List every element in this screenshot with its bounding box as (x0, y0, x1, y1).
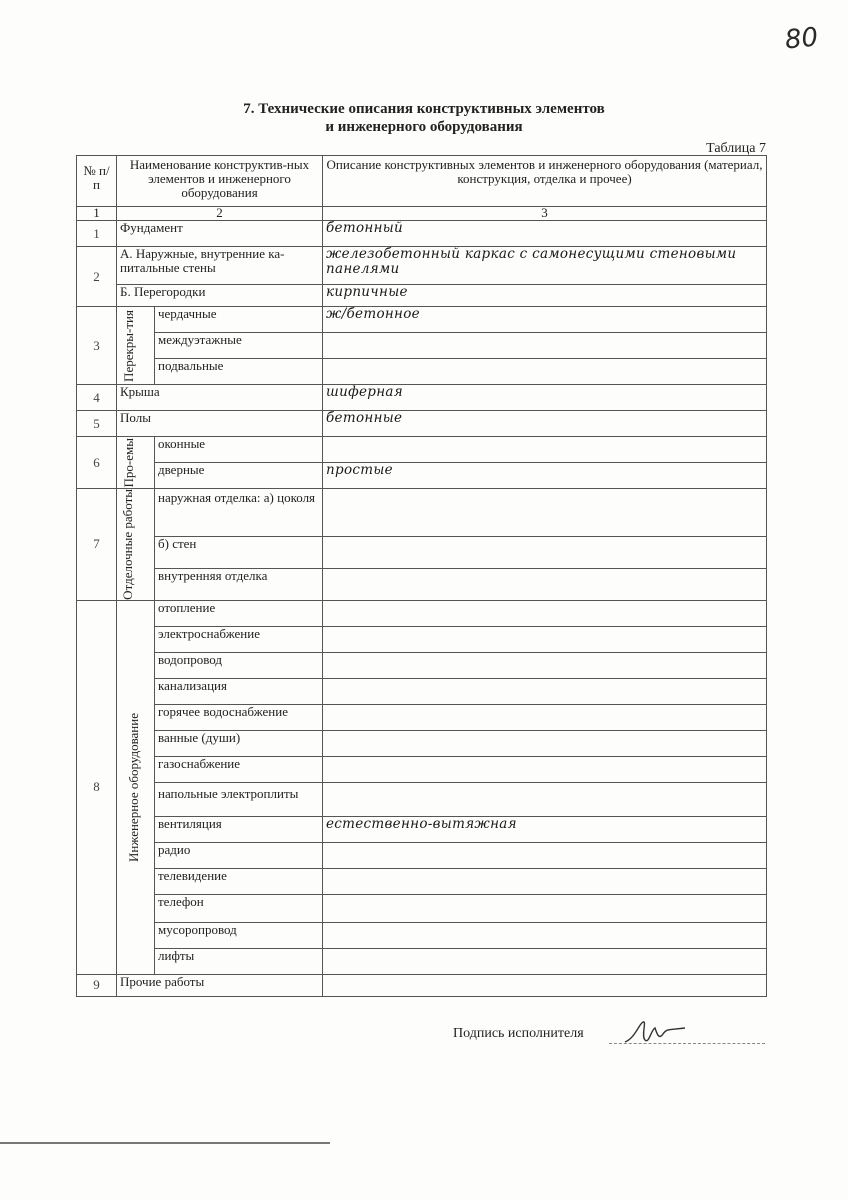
element-description (323, 489, 767, 537)
element-description (323, 568, 767, 600)
table-caption: Таблица 7 (706, 141, 766, 156)
column-number-row (77, 207, 767, 221)
document-title (0, 100, 848, 136)
table-row (77, 894, 767, 922)
element-description (323, 868, 767, 894)
element-description: естественно-вытяжная (323, 816, 767, 842)
table-row (77, 536, 767, 568)
element-name: лифты (155, 948, 323, 974)
element-name: междуэтажные (155, 333, 323, 359)
group-label (117, 600, 155, 974)
table-row (77, 974, 767, 996)
column-number-1: 1 (77, 207, 117, 221)
title-line-1: 7. Технические описания конструктивных элементов (243, 101, 605, 117)
group-label-text: Отделочные работы (119, 489, 135, 600)
element-description: железобетонный каркас с самонесущими стеновыми панелями (323, 247, 767, 285)
element-description (323, 922, 767, 948)
header-number-text: № п/п (83, 163, 110, 192)
header-description-text: Описание конструктивных элементов и инженерного оборудования (материал, конструкция, отделка и прочее) (326, 157, 763, 186)
table-row (77, 626, 767, 652)
element-name: канализация (155, 678, 323, 704)
table-row (77, 221, 767, 247)
header-number (77, 156, 117, 207)
table-row (77, 385, 767, 411)
element-description: шиферная (323, 385, 767, 411)
element-name: наружная отделка: а) цоколя (155, 489, 323, 537)
element-name: отопление (155, 600, 323, 626)
element-name: горячее водоснабжение (155, 704, 323, 730)
element-name: б) стен (155, 536, 323, 568)
table-row (77, 411, 767, 437)
group-label (117, 307, 155, 385)
column-number-2: 2 (117, 207, 323, 221)
construction-elements-table (76, 155, 767, 997)
table-row (77, 922, 767, 948)
element-description: простые (323, 463, 767, 489)
element-name: ванные (души) (155, 730, 323, 756)
row-number: 1 (77, 221, 117, 247)
signature-block (453, 1024, 765, 1048)
element-name: телефон (155, 894, 323, 922)
element-name: вентиляция (155, 816, 323, 842)
table-row (77, 652, 767, 678)
row-number: 4 (77, 385, 117, 411)
table-row (77, 756, 767, 782)
element-description (323, 730, 767, 756)
element-description (323, 894, 767, 922)
element-name: радио (155, 842, 323, 868)
table-row (77, 247, 767, 285)
element-name: телевидение (155, 868, 323, 894)
title-line-2: и инженерного оборудования (325, 119, 523, 135)
element-name: дверные (155, 463, 323, 489)
signature-label: Подпись исполнителя (453, 1026, 584, 1041)
element-description (323, 782, 767, 816)
element-name: Прочие работы (117, 974, 323, 996)
element-description: бетонные (323, 411, 767, 437)
element-description (323, 437, 767, 463)
header-element-name-text: Наименование конструктив-ных элементов и инженерного оборудования (129, 157, 310, 200)
element-name: мусоропровод (155, 922, 323, 948)
element-name: оконные (155, 437, 323, 463)
header-element-name (117, 156, 323, 207)
row-number: 5 (77, 411, 117, 437)
element-description (323, 756, 767, 782)
row-number: 8 (77, 600, 117, 974)
group-label (117, 489, 155, 601)
table-row (77, 842, 767, 868)
element-description (323, 678, 767, 704)
element-name: подвальные (155, 359, 323, 385)
table-row (77, 678, 767, 704)
element-description: кирпичные (323, 285, 767, 307)
table-row (77, 437, 767, 463)
element-description: бетонный (323, 221, 767, 247)
table-row (77, 816, 767, 842)
element-name: газоснабжение (155, 756, 323, 782)
table-row (77, 782, 767, 816)
group-label-text: Инженерное оборудование (125, 712, 141, 862)
element-description (323, 333, 767, 359)
page-number: 80 (783, 22, 820, 56)
table-row (77, 463, 767, 489)
scan-artifact-line (0, 1142, 330, 1144)
group-label-text: Перекры-тия (120, 309, 136, 382)
element-description: ж/бетонное (323, 307, 767, 333)
element-description (323, 600, 767, 626)
table-row (77, 868, 767, 894)
element-description (323, 626, 767, 652)
table-row (77, 704, 767, 730)
element-description (323, 974, 767, 996)
table-header-row (77, 156, 767, 207)
element-description (323, 948, 767, 974)
signature-mark (621, 1018, 691, 1050)
table-row (77, 359, 767, 385)
element-name: А. Наружные, внутренние ка-питальные стены (117, 247, 323, 285)
element-description (323, 359, 767, 385)
group-label (117, 437, 155, 489)
element-name: водопровод (155, 652, 323, 678)
element-name: Б. Перегородки (117, 285, 323, 307)
row-number: 6 (77, 437, 117, 489)
table-row (77, 333, 767, 359)
header-description (323, 156, 767, 207)
element-name: Фундамент (117, 221, 323, 247)
element-description (323, 704, 767, 730)
table-row (77, 730, 767, 756)
element-name: электроснабжение (155, 626, 323, 652)
element-name: внутренняя отделка (155, 568, 323, 600)
table-row (77, 568, 767, 600)
table-row (77, 307, 767, 333)
table-row (77, 600, 767, 626)
element-description (323, 536, 767, 568)
element-name: Крыша (117, 385, 323, 411)
row-number: 2 (77, 247, 117, 307)
element-name: напольные электроплиты (155, 782, 323, 816)
row-number: 9 (77, 974, 117, 996)
table-row (77, 285, 767, 307)
row-number: 3 (77, 307, 117, 385)
element-name: Полы (117, 411, 323, 437)
table-row (77, 948, 767, 974)
element-name: чердачные (155, 307, 323, 333)
element-description (323, 652, 767, 678)
row-number: 7 (77, 489, 117, 601)
column-number-3: 3 (323, 207, 767, 221)
element-description (323, 842, 767, 868)
group-label-text: Про-емы (120, 437, 136, 488)
table-row (77, 489, 767, 537)
